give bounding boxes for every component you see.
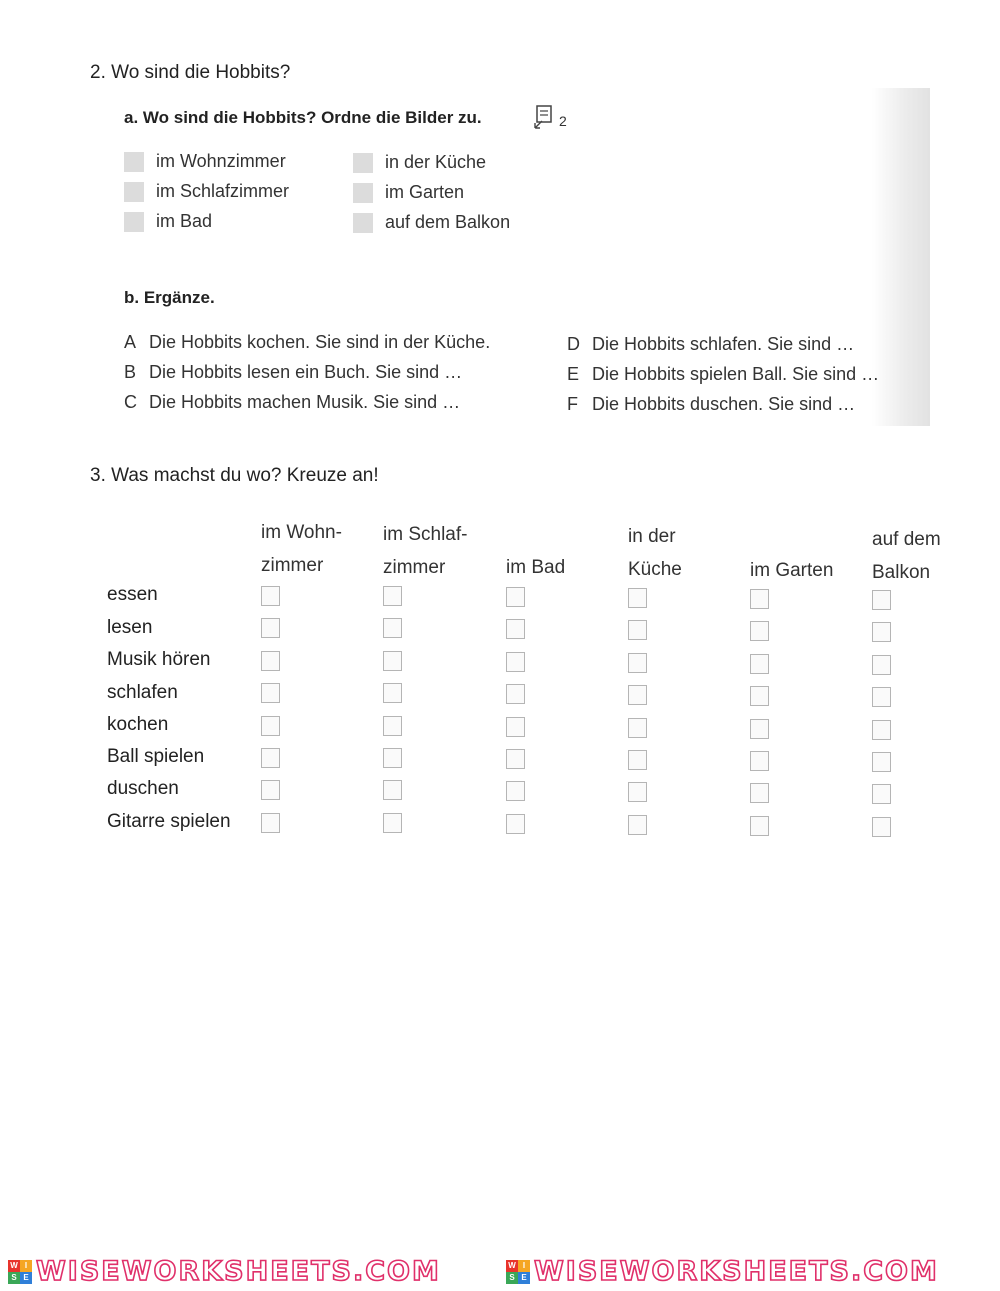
checkbox[interactable] [261,716,280,736]
column-header-living-room: im Wohn- zimmer [261,522,342,576]
answer-box[interactable] [124,182,144,202]
checkbox[interactable] [261,651,280,671]
answer-box[interactable] [353,153,373,173]
row-label-essen: essen [107,584,158,605]
checkbox[interactable] [872,622,891,642]
row-label-schlafen: schlafen [107,682,178,703]
logo-icon: W I S E [506,1260,530,1284]
checkbox[interactable] [872,590,891,610]
row-label-musik-hoeren: Musik hören [107,649,211,670]
option-item: im Garten [353,182,464,203]
checkbox[interactable] [628,685,647,705]
checkbox[interactable] [383,683,402,703]
checkbox[interactable] [506,587,525,607]
checkbox[interactable] [628,620,647,640]
checkbox[interactable] [628,750,647,770]
checkbox[interactable] [506,749,525,769]
section-3-title: 3. Was machst du wo? Kreuze an! [90,465,379,486]
checkbox[interactable] [506,717,525,737]
answer-box[interactable] [124,152,144,172]
sentence-item: B Die Hobbits lesen ein Buch. Sie sind … [124,362,463,382]
checkbox[interactable] [872,752,891,772]
logo-icon: W I S E [8,1260,32,1284]
checkbox[interactable] [383,748,402,768]
column-header-garden: im Garten [750,560,834,581]
checkbox[interactable] [628,718,647,738]
checkbox[interactable] [628,653,647,673]
row-label-ball-spielen: Ball spielen [107,746,205,767]
checkbox[interactable] [506,814,525,834]
checkbox[interactable] [383,618,402,638]
row-label-duschen: duschen [107,778,179,799]
checkbox[interactable] [383,813,402,833]
footer-watermark [0,1248,1000,1291]
row-label-gitarre-spielen: Gitarre spielen [107,811,231,832]
row-label-kochen: kochen [107,714,169,735]
option-item: im Wohnzimmer [124,151,286,172]
checkbox[interactable] [628,815,647,835]
checkbox[interactable] [383,651,402,671]
column-header-bathroom: im Bad [506,557,566,578]
checkbox[interactable] [750,621,769,641]
checkbox[interactable] [506,684,525,704]
checkbox[interactable] [750,686,769,706]
sentence-item: F Die Hobbits duschen. Sie sind … [567,394,856,414]
checkbox[interactable] [750,589,769,609]
checkbox[interactable] [506,652,525,672]
watermark-text: WISEWORKSHEETS.COM [534,1256,939,1287]
checkbox[interactable] [383,716,402,736]
checkbox[interactable] [750,719,769,739]
checkbox[interactable] [750,783,769,803]
book-reference-icon [533,104,555,135]
section-2-title: 2. Wo sind die Hobbits? [90,62,291,83]
answer-box[interactable] [353,213,373,233]
checkbox[interactable] [261,683,280,703]
sentence-item: D Die Hobbits schlafen. Sie sind … [567,334,855,354]
row-label-lesen: lesen [107,617,153,638]
part-b-heading: b. Ergänze. [124,288,215,307]
sentence-item: A Die Hobbits kochen. Sie sind in der Küche. [124,332,491,352]
sentence-item: E Die Hobbits spielen Ball. Sie sind … [567,364,880,384]
checkbox[interactable] [872,784,891,804]
checkbox[interactable] [506,619,525,639]
column-header-kitchen: in der Küche [628,526,682,580]
option-item: auf dem Balkon [353,212,510,233]
checkbox[interactable] [872,817,891,837]
column-header-bedroom: im Schlaf- zimmer [383,524,468,578]
checkbox[interactable] [628,588,647,608]
option-item: im Bad [124,211,212,232]
checkbox[interactable] [383,780,402,800]
checkbox[interactable] [750,654,769,674]
option-item: im Schlafzimmer [124,181,289,202]
checkbox[interactable] [383,586,402,606]
reference-number: 2 [559,113,567,129]
watermark-text: WISEWORKSHEETS.COM [36,1256,441,1287]
option-item: in der Küche [353,152,486,173]
checkbox[interactable] [261,618,280,638]
answer-box[interactable] [353,183,373,203]
checkbox[interactable] [261,780,280,800]
answer-box[interactable] [124,212,144,232]
column-header-balcony: auf dem Balkon [872,529,941,583]
checkbox[interactable] [261,586,280,606]
checkbox[interactable] [872,687,891,707]
sentence-item: C Die Hobbits machen Musik. Sie sind … [124,392,461,412]
checkbox[interactable] [261,748,280,768]
part-a-heading: a. Wo sind die Hobbits? Ordne die Bilder zu. [124,108,482,127]
checkbox[interactable] [628,782,647,802]
checkbox[interactable] [506,781,525,801]
checkbox[interactable] [872,655,891,675]
checkbox[interactable] [872,720,891,740]
checkbox[interactable] [261,813,280,833]
checkbox[interactable] [750,751,769,771]
checkbox[interactable] [750,816,769,836]
